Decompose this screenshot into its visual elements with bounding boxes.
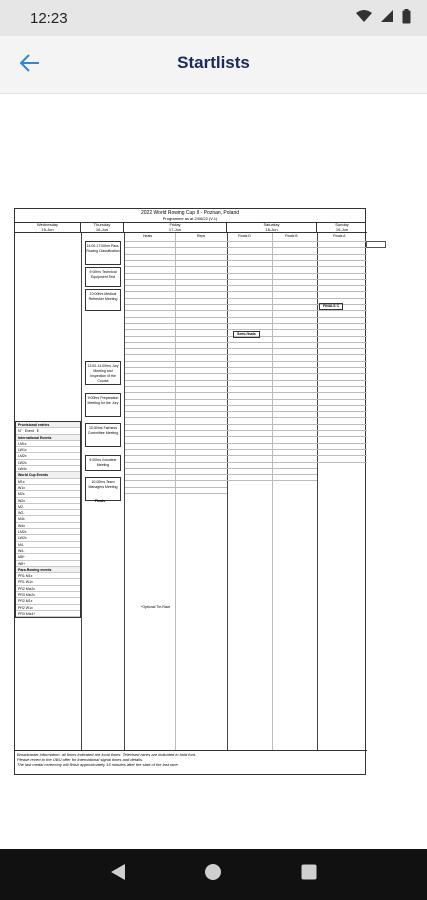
document-header bbox=[15, 209, 365, 223]
table-row bbox=[125, 367, 227, 368]
column-divider bbox=[81, 233, 82, 751]
status-bar bbox=[0, 0, 427, 36]
footer-line: Please revert to the OBU offer for international signal times and details. bbox=[17, 757, 144, 762]
startlist-document bbox=[14, 208, 366, 775]
list-item: PR1 W1x bbox=[16, 579, 80, 585]
thursday-event-box: 10:00hrs Medical Refresher Meeting bbox=[85, 289, 121, 311]
table-row bbox=[125, 329, 227, 330]
table-row bbox=[227, 405, 317, 406]
day-header-sunday: Sunday 19-Jun bbox=[335, 222, 349, 232]
table-row bbox=[317, 443, 367, 444]
table-row bbox=[227, 373, 317, 374]
table-row bbox=[227, 291, 317, 292]
finals-label: Finals bbox=[95, 499, 106, 503]
side-list-column-header: N° Event E bbox=[16, 428, 80, 434]
list-item: PR1 M1x bbox=[16, 573, 80, 579]
table-row bbox=[125, 487, 227, 488]
table-row bbox=[227, 279, 317, 280]
table-row bbox=[317, 455, 367, 456]
list-item: W4- bbox=[16, 548, 80, 554]
list-item: M1x bbox=[16, 479, 80, 485]
table-row bbox=[227, 260, 317, 261]
table-row bbox=[125, 279, 227, 280]
saturday-finals-b-label: Finals B bbox=[285, 234, 298, 238]
list-item: M8+ bbox=[16, 554, 80, 560]
footer-line: Broadcaster information: all times indicated are local times. Televised races are indicated in bold font. bbox=[17, 752, 197, 757]
list-item: M4- bbox=[16, 542, 80, 548]
table-row bbox=[125, 361, 227, 362]
list-item: M2- bbox=[16, 504, 80, 510]
day-headers bbox=[15, 223, 367, 233]
table-row bbox=[125, 424, 227, 425]
app-bar bbox=[0, 36, 427, 94]
table-row bbox=[227, 354, 317, 355]
table-row bbox=[227, 399, 317, 400]
table-row bbox=[125, 443, 227, 444]
table-row bbox=[317, 241, 367, 242]
table-row bbox=[317, 430, 367, 431]
table-row bbox=[125, 493, 227, 494]
side-list-header: Provisional entries bbox=[16, 422, 80, 428]
friday-heats-label: Heats bbox=[143, 234, 153, 238]
table-row bbox=[125, 254, 227, 255]
table-row bbox=[125, 336, 227, 337]
status-icons bbox=[356, 9, 411, 28]
table-row bbox=[317, 361, 367, 362]
table-row bbox=[317, 424, 367, 425]
thursday-event-box: 9:00hrs Volunteer Meeting bbox=[85, 455, 121, 471]
table-row bbox=[125, 298, 227, 299]
table-row bbox=[125, 317, 227, 318]
list-item: PR2 Mix2x bbox=[16, 586, 80, 592]
table-row bbox=[125, 455, 227, 456]
thursday-event-box: 12:00-14:00hrs Jury Meeting and Inspection of the Course bbox=[85, 361, 121, 385]
list-item: W4x bbox=[16, 523, 80, 529]
table-row bbox=[317, 298, 367, 299]
table-row bbox=[227, 273, 317, 274]
document-footer bbox=[15, 750, 367, 774]
list-item: PR3 Mix4+ bbox=[16, 611, 80, 617]
table-row bbox=[317, 386, 367, 387]
table-row bbox=[317, 329, 367, 330]
table-row bbox=[125, 386, 227, 387]
day-header-friday: Friday 17-Jun bbox=[124, 223, 227, 232]
table-row bbox=[317, 254, 367, 255]
table-row bbox=[317, 291, 367, 292]
list-item: W2x bbox=[16, 498, 80, 504]
table-row bbox=[125, 417, 227, 418]
table-row bbox=[227, 367, 317, 368]
table-row bbox=[227, 480, 317, 481]
list-item: W1x bbox=[16, 485, 80, 491]
table-row bbox=[317, 449, 367, 450]
thursday-event-box: 9:00hrs Preparation Meeting for the Jury bbox=[85, 393, 121, 417]
table-row bbox=[125, 399, 227, 400]
status-time: 12:23 bbox=[30, 9, 68, 27]
signal-icon bbox=[380, 9, 394, 27]
table-row bbox=[125, 436, 227, 437]
table-row bbox=[317, 247, 367, 248]
table-row bbox=[317, 285, 367, 286]
day-header-thursday: Thursday 16-Jun bbox=[81, 223, 124, 232]
page-title: Startlists bbox=[177, 53, 250, 72]
table-row bbox=[317, 373, 367, 374]
list-item: LW4x bbox=[16, 466, 80, 472]
table-row bbox=[317, 273, 367, 274]
provisional-entries-list bbox=[15, 421, 81, 618]
document-viewer[interactable] bbox=[0, 95, 427, 849]
list-item: W2- bbox=[16, 510, 80, 516]
table-row bbox=[317, 399, 367, 400]
table-row bbox=[227, 474, 317, 475]
table-row bbox=[125, 474, 227, 475]
list-item: PR2 W1x bbox=[16, 605, 80, 611]
list-item: LW2x bbox=[16, 460, 80, 466]
footer-line: The last medal ceremony will finish approximately 15 minutes after the start of the last race. bbox=[17, 762, 179, 767]
wifi-icon bbox=[356, 9, 372, 27]
table-row bbox=[227, 285, 317, 286]
table-row bbox=[125, 342, 227, 343]
table-row bbox=[125, 430, 227, 431]
sunday-finals-a-label: Finals A bbox=[333, 234, 346, 238]
table-row bbox=[125, 354, 227, 355]
table-row bbox=[227, 430, 317, 431]
table-row bbox=[125, 304, 227, 305]
table-row bbox=[125, 468, 227, 469]
table-row bbox=[125, 241, 227, 242]
document-subtitle: Programme as at 2/06/22 (V.1) bbox=[162, 216, 218, 221]
list-item: PR3 Mix2x bbox=[16, 592, 80, 598]
friday-reps-label: Reps bbox=[197, 234, 206, 238]
battery-icon bbox=[402, 9, 411, 28]
table-row bbox=[125, 392, 227, 393]
table-row bbox=[227, 449, 317, 450]
list-item: M4x bbox=[16, 516, 80, 522]
table-row bbox=[227, 348, 317, 349]
table-row bbox=[227, 342, 317, 343]
table-overflow-cell bbox=[366, 241, 386, 248]
list-item: W8+ bbox=[16, 561, 80, 567]
day-header-saturday: Saturday 18-Jun bbox=[227, 223, 317, 232]
table-row bbox=[227, 468, 317, 469]
nav-recents-icon bbox=[301, 864, 317, 885]
list-item: PR2 M1x bbox=[16, 598, 80, 604]
table-row bbox=[317, 260, 367, 261]
table-row bbox=[125, 380, 227, 381]
table-row bbox=[125, 411, 227, 412]
table-row bbox=[125, 405, 227, 406]
table-row bbox=[317, 436, 367, 437]
table-row bbox=[317, 317, 367, 318]
table-row bbox=[317, 310, 367, 311]
table-row bbox=[227, 443, 317, 444]
table-row bbox=[125, 291, 227, 292]
table-row bbox=[317, 279, 367, 280]
list-item: LM2x bbox=[16, 529, 80, 535]
system-nav-bar bbox=[0, 849, 427, 900]
side-list-header: International Events bbox=[16, 435, 80, 441]
table-row bbox=[227, 392, 317, 393]
list-item: LM1x bbox=[16, 441, 80, 447]
table-row bbox=[227, 417, 317, 418]
document-title: 2022 World Rowing Cup II - Poznan, Poland bbox=[140, 210, 240, 216]
thursday-event-box: 10:00hrs Team Managers Meeting bbox=[85, 477, 121, 501]
table-row bbox=[125, 260, 227, 261]
table-row bbox=[227, 462, 317, 463]
document-body bbox=[15, 233, 367, 751]
table-row bbox=[125, 462, 227, 463]
table-row bbox=[317, 392, 367, 393]
nav-back-icon bbox=[110, 863, 126, 886]
list-item: LM2x bbox=[16, 453, 80, 459]
nav-recents-button[interactable] bbox=[297, 863, 321, 887]
table-row bbox=[227, 317, 317, 318]
table-row bbox=[227, 247, 317, 248]
list-item: LW1x bbox=[16, 447, 80, 453]
table-row bbox=[227, 266, 317, 267]
table-row bbox=[125, 285, 227, 286]
table-row bbox=[227, 310, 317, 311]
table-row bbox=[317, 342, 367, 343]
semifinals-label: Semi-finals bbox=[233, 331, 260, 338]
table-row bbox=[317, 323, 367, 324]
thursday-event-box: 14:00-17:00hrs Para-Rowing Classification bbox=[85, 241, 121, 265]
table-row bbox=[227, 436, 317, 437]
table-row bbox=[317, 348, 367, 349]
table-row bbox=[227, 323, 317, 324]
table-row bbox=[317, 417, 367, 418]
table-row bbox=[125, 273, 227, 274]
thursday-event-box: 10:30hrs Fairness Committee Meeting bbox=[85, 423, 121, 447]
table-row bbox=[125, 373, 227, 374]
table-row bbox=[317, 380, 367, 381]
list-item: M2x bbox=[16, 491, 80, 497]
list-item: LW2x bbox=[16, 535, 80, 541]
table-row bbox=[227, 254, 317, 255]
table-row bbox=[125, 348, 227, 349]
table-row bbox=[125, 310, 227, 311]
side-list-header: World Cup Events bbox=[16, 472, 80, 478]
table-row bbox=[317, 336, 367, 337]
nav-home-icon bbox=[204, 863, 222, 886]
saturday-finals-d-label: Finals D bbox=[238, 234, 251, 238]
table-row bbox=[317, 354, 367, 355]
thursday-event-box: 9:00hrs Technical Equipment Test bbox=[85, 267, 121, 287]
table-row bbox=[317, 411, 367, 412]
day-header-wednesday: Wednesday 15-Jun bbox=[15, 223, 81, 232]
table-row bbox=[317, 462, 367, 463]
table-row bbox=[227, 298, 317, 299]
nav-back-button[interactable] bbox=[106, 863, 130, 887]
table-row bbox=[227, 361, 317, 362]
table-row bbox=[227, 304, 317, 305]
table-row bbox=[125, 449, 227, 450]
table-row bbox=[125, 480, 227, 481]
side-list-header: Para-Rowing events bbox=[16, 567, 80, 573]
table-row bbox=[125, 266, 227, 267]
table-row bbox=[317, 367, 367, 368]
table-row bbox=[125, 247, 227, 248]
table-row bbox=[317, 405, 367, 406]
optional-note: *Optional Tie-Race bbox=[141, 605, 171, 609]
table-row bbox=[227, 380, 317, 381]
table-row bbox=[227, 455, 317, 456]
table-row bbox=[227, 411, 317, 412]
table-row bbox=[227, 241, 317, 242]
table-row bbox=[227, 424, 317, 425]
table-row bbox=[317, 266, 367, 267]
nav-home-button[interactable] bbox=[201, 863, 225, 887]
table-row bbox=[125, 323, 227, 324]
table-row bbox=[227, 386, 317, 387]
finals-c-label: FINALS C bbox=[319, 303, 343, 310]
